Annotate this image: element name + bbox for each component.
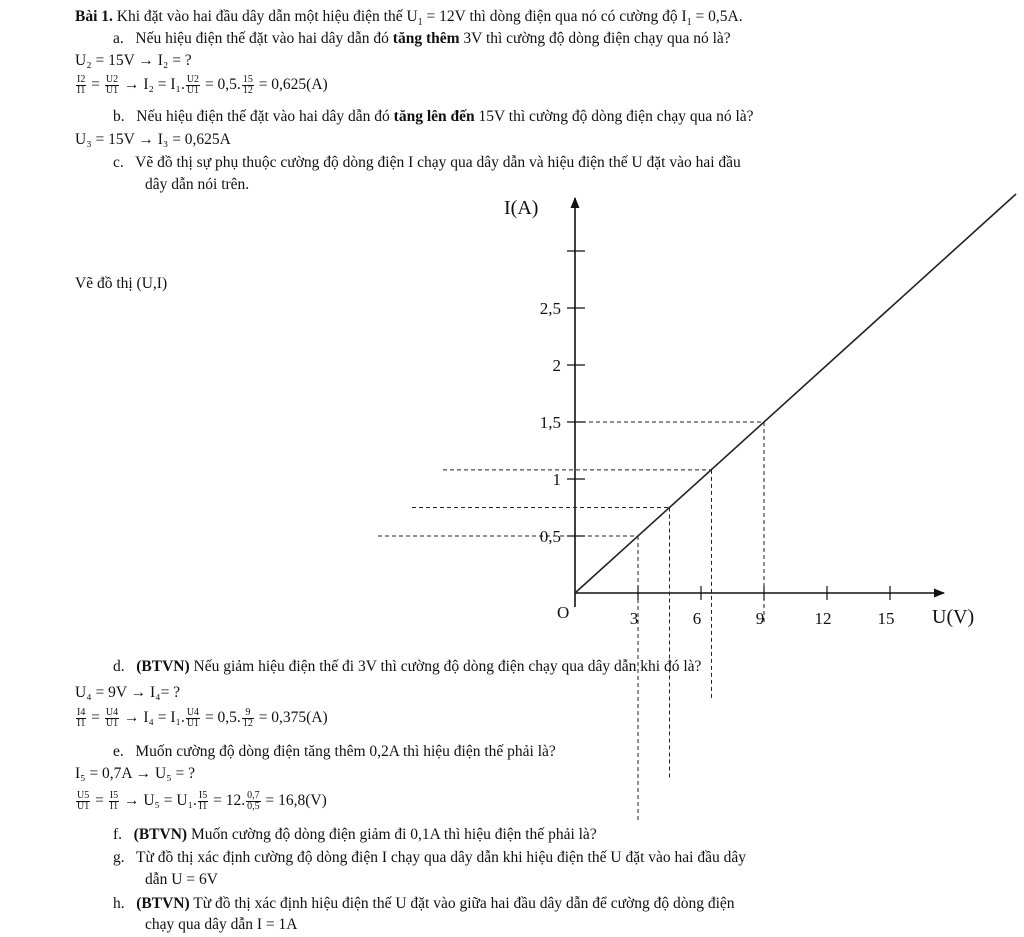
fraction: $\frac{I5}{I1}$ <box>109 789 119 812</box>
x-tick-label: 6 <box>692 609 702 628</box>
fraction: $\frac{U4}{U1}$ <box>105 706 119 729</box>
formula-text: = 0,5. <box>204 709 241 726</box>
homework-tag: (BTVN) <box>136 658 190 675</box>
equals-sign: = <box>95 792 104 809</box>
question-text: Từ đồ thị xác định hiệu điện thế U đặt vào giữa hai đầu dây dẫn để cường độ dòng điện <box>189 895 735 912</box>
origin-label: O <box>557 603 570 622</box>
problem-title: Bài 1. <box>75 8 113 25</box>
statement-part: = 12V thì dòng điện qua nó có cường độ I <box>422 8 687 25</box>
question-text: Nếu hiệu điện thế đặt vào hai dây dẫn đó <box>135 30 393 47</box>
part-c-question-line2: dây dẫn nói trên. <box>145 176 250 193</box>
formula-result: = 0,375(A) <box>258 709 328 726</box>
y-tick-label: 1 <box>552 470 561 489</box>
graph-caption: Vẽ đồ thị (U,I) <box>75 275 168 292</box>
x-tick-label: 3 <box>629 609 639 628</box>
part-b-answer: U₃ = 15V → I₃ = 0,625A <box>75 131 231 148</box>
question-text: 15V thì cường độ dòng điện chạy qua nó là? <box>474 108 754 125</box>
y-axis-label: I(A) <box>504 197 539 219</box>
fraction: $\frac{15}{12}$ <box>242 73 253 96</box>
fraction: $\frac{9}{12}$ <box>242 706 253 729</box>
question-text: 3V thì cường độ dòng điện chạy qua nó là? <box>459 30 731 47</box>
item-label: b. <box>113 108 125 125</box>
emphasis-text: tăng lên đến <box>393 108 475 125</box>
part-d-given: U₄ = 9V → I₄= ? <box>75 684 181 701</box>
part-a-given: U₂ = 15V → I₂ = ? <box>75 52 192 69</box>
x-tick-label: 15 <box>877 609 895 628</box>
fraction: $\frac{0,7}{0,5}$ <box>247 789 260 812</box>
question-text: Muốn cường độ dòng điện tăng thêm 0,2A thì hiệu điện thế phải là? <box>135 743 556 760</box>
fraction: $\frac{I2}{I1}$ <box>77 73 86 96</box>
part-e-given: I₅ = 0,7A → U₅ = ? <box>75 765 195 782</box>
item-label: e. <box>113 743 124 760</box>
problem-statement: Bài 1. Khi đặt vào hai đầu dây dẫn một hiệu điện thế $U_1 = 12V$ thì dòng điện qua nó có cường độ $I_1 = 0,5A$. <box>75 8 743 29</box>
part-a-question <box>113 30 731 48</box>
x-axis-label: U(V) <box>932 606 975 628</box>
formula-text: → I₂ = I₁. <box>123 76 185 93</box>
item-label: d. <box>113 658 125 675</box>
part-d-question <box>113 658 701 676</box>
fraction: $\frac{I5}{I1}$ <box>198 789 208 812</box>
y-tick-label: 2 <box>552 356 561 375</box>
item-label: g. <box>113 849 125 866</box>
question-text: Vẽ đồ thị sự phụ thuộc cường độ dòng điện I chạy qua dây dẫn và hiệu điện thế U đặt vào hai đầu <box>135 154 741 171</box>
fraction: $\frac{U2}{U1}$ <box>105 73 119 96</box>
question-text: Nếu hiệu điện thế đặt vào hai dây dẫn đó <box>136 108 394 125</box>
item-label: h. <box>113 895 125 912</box>
item-label: c. <box>113 154 124 171</box>
emphasis-text: tăng thêm <box>392 30 460 47</box>
homework-tag: (BTVN) <box>136 895 190 912</box>
formula-result: = 0,625(A) <box>258 76 328 93</box>
part-f-question <box>113 826 597 844</box>
statement-part: = 0,5A. <box>691 8 743 25</box>
question-text: Nếu giảm hiệu điện thế đi 3V thì cường độ dòng điện chạy qua dây dẫn khi đó là? <box>189 658 702 675</box>
homework-tag: (BTVN) <box>133 826 188 843</box>
formula-text: → U₅ = U₁. <box>123 792 197 809</box>
part-g-question-line2: dẫn U = 6V <box>145 871 218 888</box>
item-label: a. <box>113 30 124 47</box>
x-tick-label: 12 <box>814 609 832 628</box>
question-text: Muốn cường độ dòng điện giảm đi 0,1A thì hiệu điện thế phải là? <box>187 826 597 843</box>
part-a-solution <box>75 72 328 98</box>
formula-text: → I₄ = I₁. <box>123 709 185 726</box>
y-tick-label: 1,5 <box>539 413 561 432</box>
statement-part: Khi đặt vào hai đầu dây dẫn một hiệu điện thế U <box>116 8 418 25</box>
part-c-question <box>113 154 741 172</box>
part-b-question <box>113 108 754 126</box>
equals-sign: = <box>91 76 100 93</box>
y-tick-label: 2,5 <box>539 299 561 318</box>
fraction: $\frac{U5}{U1}$ <box>77 789 90 812</box>
equals-sign: = <box>91 709 100 726</box>
part-g-question <box>113 849 746 867</box>
formula-result: = 16,8(V) <box>265 792 327 809</box>
part-h-question <box>113 895 735 913</box>
series-line <box>575 194 1016 593</box>
fraction: $\frac{I4}{I1}$ <box>77 706 86 729</box>
fraction: $\frac{U2}{U1}$ <box>186 73 200 96</box>
formula-text: = 12. <box>213 792 246 809</box>
part-d-solution <box>75 705 328 731</box>
question-text: Từ đồ thị xác định cường độ dòng điện I chạy qua dây dẫn khi hiệu điện thế U đặt vào hai đầu dây <box>135 849 746 866</box>
part-e-solution <box>75 788 327 814</box>
part-h-question-line2: chạy qua dây dẫn I = 1A <box>145 916 298 933</box>
fraction: $\frac{U4}{U1}$ <box>186 706 200 729</box>
formula-text: = 0,5. <box>204 76 241 93</box>
x-tick-label: 9 <box>755 609 765 628</box>
item-label: f. <box>113 826 123 843</box>
part-e-question <box>113 743 556 761</box>
y-tick-label: 0,5 <box>539 527 561 546</box>
